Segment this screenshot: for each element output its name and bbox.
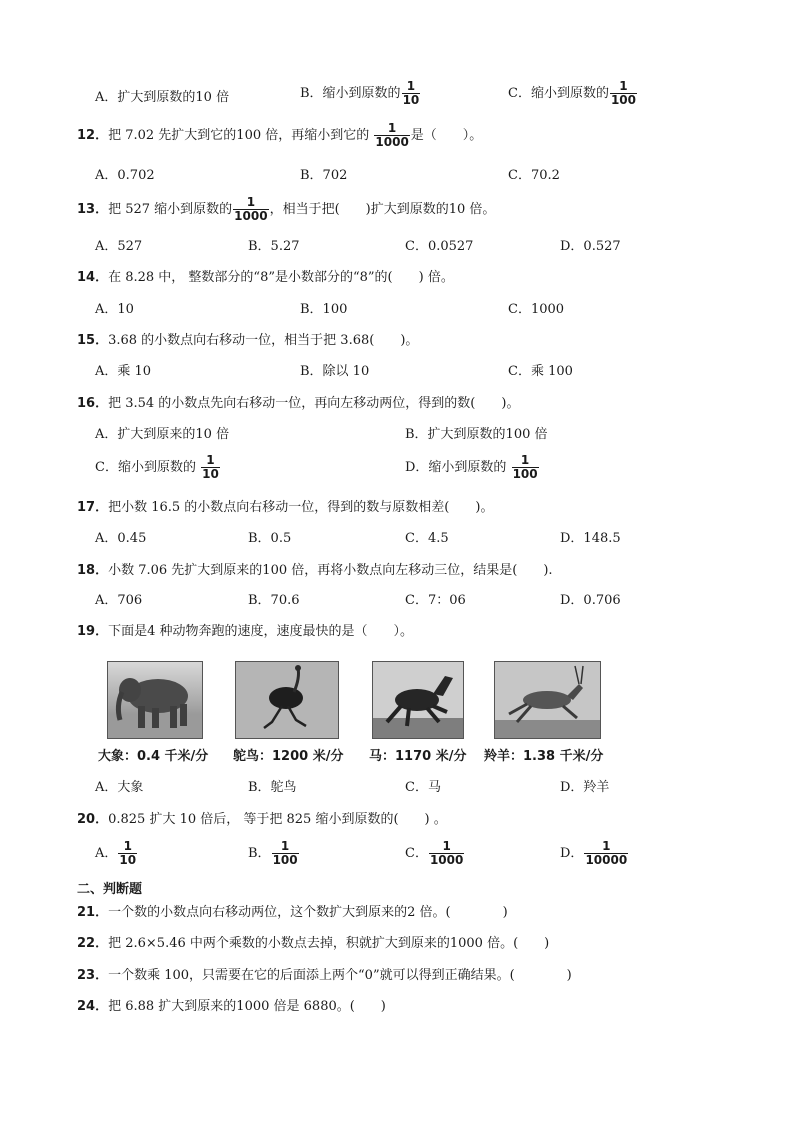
q20-option-b bbox=[248, 840, 300, 867]
question-text-end: ，相当于把( )扩大到原数的10 倍。 bbox=[269, 202, 496, 217]
ostrich-icon bbox=[236, 662, 338, 738]
antelope-icon bbox=[495, 662, 600, 738]
horse-photo bbox=[372, 661, 464, 739]
q12-option-a: A．0.702 bbox=[95, 168, 155, 183]
q20-option-c bbox=[405, 840, 465, 867]
q20-option-a-fraction bbox=[118, 840, 137, 867]
option-prefix: A． bbox=[95, 846, 118, 861]
antelope-caption: 羚羊：1.38 千米/分 bbox=[484, 749, 604, 764]
q17-option-d: D．148.5 bbox=[560, 531, 621, 546]
horse-caption: 马：1170 米/分 bbox=[369, 749, 467, 764]
q11-option-c bbox=[508, 80, 638, 107]
q13-option-b: B．5.27 bbox=[248, 239, 300, 254]
question-20 bbox=[77, 810, 447, 830]
q19-option-a: A．大象 bbox=[95, 780, 144, 795]
question-number: 16． bbox=[77, 396, 109, 411]
numerator: 1 bbox=[520, 453, 530, 467]
denominator: 1000 bbox=[429, 853, 464, 867]
question-text: 一个数乘 100，只需要在它的后面添上两个“0”就可以得到正确结果。( ) bbox=[108, 968, 572, 983]
question-text: 在 8.28 中， 整数部分的“8”是小数部分的“8”的( ) 倍。 bbox=[108, 270, 454, 285]
q14-option-b: B．100 bbox=[300, 302, 348, 317]
q20-option-b-fraction bbox=[272, 840, 299, 867]
q17-option-b: B．0.5 bbox=[248, 531, 292, 546]
q11-option-c-prefix: C．缩小到原数的 bbox=[508, 86, 609, 101]
q11-option-b bbox=[300, 80, 421, 107]
denominator: 10 bbox=[202, 467, 219, 481]
question-number: 20． bbox=[77, 812, 109, 827]
q19-option-c: C．马 bbox=[405, 780, 441, 795]
numerator: 1 bbox=[406, 79, 416, 93]
q15-option-c: C．乘 100 bbox=[508, 364, 573, 379]
q18-option-d: D．0.706 bbox=[560, 593, 621, 608]
q17-option-a: A．0.45 bbox=[95, 531, 147, 546]
question-text: 把小数 16.5 的小数点向右移动一位，得到的数与原数相差( )。 bbox=[108, 500, 494, 515]
question-19 bbox=[77, 622, 413, 642]
question-23 bbox=[77, 966, 572, 986]
q19-option-b: B．鸵鸟 bbox=[248, 780, 297, 795]
question-number: 17． bbox=[77, 500, 109, 515]
question-number: 23． bbox=[77, 968, 109, 983]
question-22 bbox=[77, 934, 549, 954]
question-number: 14． bbox=[77, 270, 109, 285]
q12-option-b: B．702 bbox=[300, 168, 348, 183]
q16-option-c-prefix: C．缩小到原数的 bbox=[95, 460, 201, 475]
question-number: 15． bbox=[77, 333, 109, 348]
question-12 bbox=[77, 122, 482, 149]
q16-option-a: A．扩大到原来的10 倍 bbox=[95, 427, 230, 442]
question-text: 把 6.88 扩大到原来的1000 倍是 6880。( ) bbox=[108, 999, 386, 1014]
question-17 bbox=[77, 498, 493, 518]
q13-fraction bbox=[233, 196, 268, 223]
question-24 bbox=[77, 997, 386, 1017]
q18-option-a: A．706 bbox=[95, 593, 143, 608]
numerator: 1 bbox=[619, 79, 628, 93]
numerator: 1 bbox=[387, 121, 397, 135]
q11-option-a: A．扩大到原数的10 倍 bbox=[95, 90, 230, 105]
q12-option-c: C．70.2 bbox=[508, 168, 560, 183]
question-21 bbox=[77, 903, 508, 923]
q11-option-b-fraction bbox=[402, 80, 421, 107]
q18-option-c: C．7：06 bbox=[405, 593, 466, 608]
q16-option-c bbox=[95, 454, 221, 481]
numerator: 1 bbox=[602, 839, 611, 853]
q14-option-c: C．1000 bbox=[508, 302, 565, 317]
elephant-photo bbox=[107, 661, 203, 739]
q11-option-b-prefix: B．缩小到原数的 bbox=[300, 86, 401, 101]
question-15 bbox=[77, 331, 418, 351]
question-14 bbox=[77, 268, 454, 288]
q15-option-a: A．乘 10 bbox=[95, 364, 152, 379]
ostrich-photo bbox=[235, 661, 339, 739]
question-text: 把 2.6×5.46 中两个乘数的小数点去掉，积就扩大到原来的1000 倍。( ) bbox=[108, 936, 550, 951]
ostrich-caption: 鸵鸟：1200 米/分 bbox=[233, 749, 344, 764]
question-16 bbox=[77, 394, 519, 414]
question-number: 13． bbox=[77, 202, 109, 217]
q20-option-d bbox=[560, 840, 629, 867]
question-number: 24． bbox=[77, 999, 109, 1014]
question-text: 下面是4 种动物奔跑的速度，速度最快的是（ ）。 bbox=[108, 624, 413, 639]
q13-option-a: A．527 bbox=[95, 239, 143, 254]
denominator: 10 bbox=[402, 93, 420, 107]
q14-option-a: A．10 bbox=[95, 302, 134, 317]
question-text: 把 3.54 的小数点先向右移动一位，再向左移动两位，得到的数( )。 bbox=[108, 396, 520, 411]
q20-option-c-fraction bbox=[429, 840, 464, 867]
q16-option-d-prefix: D．缩小到原数的 bbox=[405, 460, 511, 475]
question-number: 22． bbox=[77, 936, 109, 951]
question-text: 把 527 缩小到原数的 bbox=[108, 202, 233, 217]
numerator: 1 bbox=[206, 453, 215, 467]
denominator: 100 bbox=[512, 467, 538, 481]
denominator: 1000 bbox=[375, 135, 409, 149]
q16-option-b: B．扩大到原数的100 倍 bbox=[405, 427, 548, 442]
q16-option-d bbox=[405, 454, 540, 481]
antelope-photo bbox=[494, 661, 601, 739]
question-number: 19． bbox=[77, 624, 109, 639]
denominator: 10000 bbox=[585, 853, 628, 867]
question-text-end: 是（ ）。 bbox=[410, 128, 483, 143]
denominator: 1000 bbox=[234, 209, 268, 223]
numerator: 1 bbox=[280, 839, 290, 853]
q19-option-d: D．羚羊 bbox=[560, 780, 610, 795]
question-text: 一个数的小数点向右移动两位，这个数扩大到原来的2 倍。( ) bbox=[108, 905, 508, 920]
numerator: 1 bbox=[246, 195, 256, 209]
elephant-icon bbox=[108, 662, 202, 738]
question-number: 21． bbox=[77, 905, 109, 920]
question-text: 小数 7.06 先扩大到原来的100 倍，再将小数点向左移动三位，结果是( ). bbox=[108, 563, 553, 578]
q13-option-d: D．0.527 bbox=[560, 239, 621, 254]
numerator: 1 bbox=[442, 839, 451, 853]
q12-fraction bbox=[374, 122, 409, 149]
q17-option-c: C．4.5 bbox=[405, 531, 449, 546]
q18-option-b: B．70.6 bbox=[248, 593, 300, 608]
question-13 bbox=[77, 196, 495, 223]
q13-option-c: C．0.0527 bbox=[405, 239, 474, 254]
horse-icon bbox=[373, 662, 463, 738]
numerator: 1 bbox=[123, 839, 132, 853]
question-number: 12． bbox=[77, 128, 109, 143]
option-prefix: C． bbox=[405, 846, 428, 861]
section-title: 二、判断题 bbox=[77, 882, 143, 897]
q15-option-b: B．除以 10 bbox=[300, 364, 370, 379]
q20-option-d-fraction bbox=[584, 840, 628, 867]
q16-option-c-fraction bbox=[201, 454, 220, 481]
denominator: 10 bbox=[119, 853, 137, 867]
question-number: 18． bbox=[77, 563, 109, 578]
q16-option-d-fraction bbox=[512, 454, 539, 481]
question-text: 0.825 扩大 10 倍后， 等于把 825 缩小到原数的( ) 。 bbox=[108, 812, 447, 827]
elephant-caption: 大象：0.4 千米/分 bbox=[98, 749, 209, 764]
q11-option-c-fraction bbox=[610, 80, 637, 107]
question-text: 把 7.02 先扩大到它的100 倍，再缩小到它的 bbox=[108, 128, 374, 143]
q20-option-a bbox=[95, 840, 138, 867]
question-text: 3.68 的小数点向右移动一位，相当于把 3.68( )。 bbox=[108, 333, 419, 348]
option-prefix: D． bbox=[560, 846, 584, 861]
denominator: 100 bbox=[610, 93, 637, 107]
option-prefix: B． bbox=[248, 846, 271, 861]
denominator: 100 bbox=[272, 853, 298, 867]
question-18 bbox=[77, 561, 553, 581]
